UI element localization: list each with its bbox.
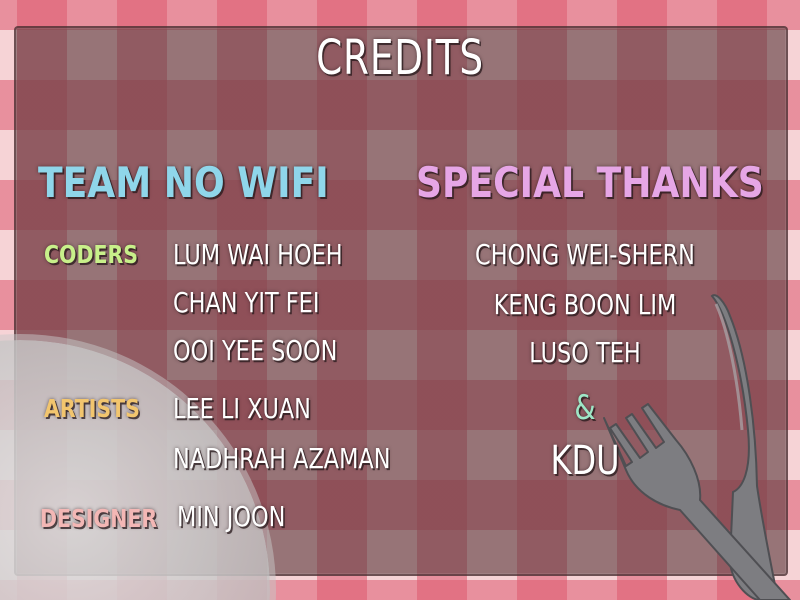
thanks-name: CHONG WEI-SHERN	[475, 238, 695, 271]
credit-name: NADHRAH AZAMAN	[173, 442, 391, 475]
special-thanks-heading: SPECIAL THANKS	[416, 158, 764, 207]
credit-name: OOI YEE SOON	[173, 334, 338, 367]
fork-icon	[604, 404, 790, 600]
credit-name: LUM WAI HOEH	[173, 238, 343, 271]
role-label-coders: CODERS	[44, 240, 139, 269]
team-heading: TEAM NO WIFI	[38, 158, 329, 207]
thanks-name: KENG BOON LIM	[493, 288, 677, 321]
credit-name: LEE LI XUAN	[173, 392, 311, 425]
ampersand: &	[574, 388, 596, 428]
credit-name: MIN JOON	[177, 500, 286, 533]
thanks-name: LUSO TEH	[529, 336, 641, 369]
thanks-org: KDU	[550, 438, 620, 484]
page-title: CREDITS	[316, 30, 484, 86]
role-label-artists: ARTISTS	[44, 394, 140, 423]
credit-name: CHAN YIT FEI	[173, 286, 320, 319]
role-label-designer: DESIGNER	[40, 504, 158, 533]
